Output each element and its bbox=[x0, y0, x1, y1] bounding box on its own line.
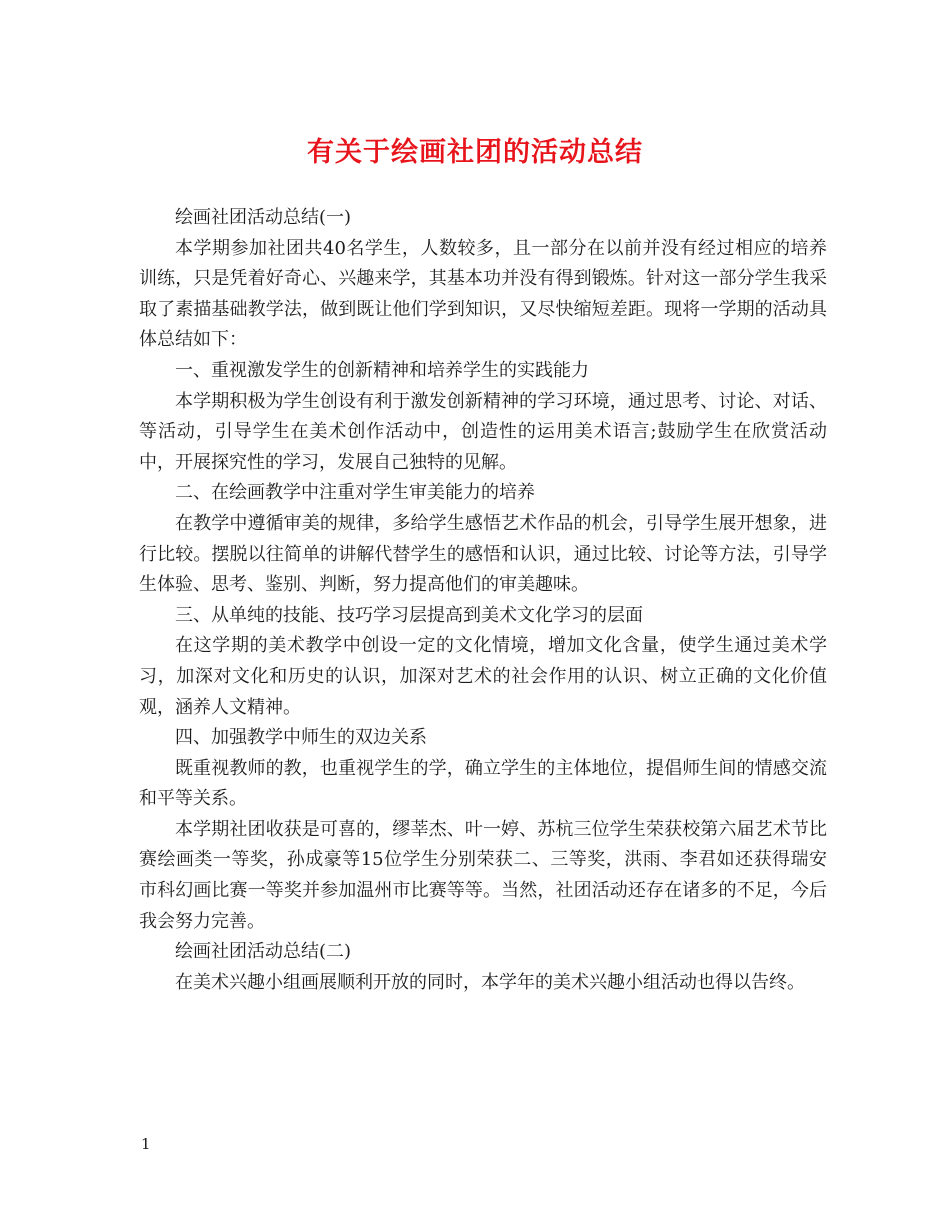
paragraph: 在美术兴趣小组画展顺利开放的同时，本学年的美术兴趣小组活动也得以告终。 bbox=[175, 971, 805, 993]
paragraph: 本学期参加社团共40名学生，人数较多，且一部分在以前并没有经过相应的培养训练，只是凭着好奇心、兴趣来学，其基本功并没有得到锻炼。针对这一部分学生我采取了素描基础教学法，做到既让他们学到知识，又尽快缩短差距。现将一学期的活动具体总结如下： bbox=[139, 237, 827, 351]
paragraph: 本学期积极为学生创设有利于激发创新精神的学习环境，通过思考、讨论、对话、等活动，引导学生在美术创作活动中，创造性的运用美术语言;鼓励学生在欣赏活动中，开展探究性的学习，发展自己独特的见解。 bbox=[139, 390, 827, 473]
section-heading: 四、加强教学中师生的双边关系 bbox=[175, 727, 427, 749]
paragraph: 本学期社团收获是可喜的，缪莘杰、叶一婷、苏杭三位学生荣获校第六届艺术节比赛绘画类一等奖，孙成豪等15位学生分别荣获二、三等奖，洪雨、李君如还获得瑞安市科幻画比赛一等奖并参加温州市比赛等等。当然，社团活动还存在诸多的不足，今后我会努力完善。 bbox=[139, 818, 827, 932]
paragraph: 在教学中遵循审美的规律，多给学生感悟艺术作品的机会，引导学生展开想象，进行比较。摆脱以往简单的讲解代替学生的感悟和认识，通过比较、讨论等方法，引导学生体验、思考、鉴别、判断，努力提高他们的审美趣味。 bbox=[139, 512, 827, 596]
document-title: 有关于绘画社团的活动总结 bbox=[307, 137, 643, 168]
document-body bbox=[139, 203, 827, 998]
section-heading: 绘画社团活动总结(一) bbox=[175, 207, 352, 228]
page-number: 1 bbox=[141, 1135, 151, 1153]
section-heading: 三、从单纯的技能、技巧学习层提高到美术文化学习的层面 bbox=[175, 604, 643, 626]
paragraph: 在这学期的美术教学中创设一定的文化情境，增加文化含量，使学生通过美术学习，加深对文化和历史的认识，加深对艺术的社会作用的认识、树立正确的文化价值观，涵养人文精神。 bbox=[139, 635, 827, 718]
section-heading: 二、在绘画教学中注重对学生审美能力的培养 bbox=[175, 482, 535, 504]
section-heading: 一、重视激发学生的创新精神和培养学生的实践能力 bbox=[175, 359, 589, 381]
section-heading: 绘画社团活动总结(二) bbox=[175, 941, 352, 963]
paragraph: 既重视教师的教，也重视学生的学，确立学生的主体地位，提倡师生间的情感交流和平等关系。 bbox=[139, 757, 827, 810]
